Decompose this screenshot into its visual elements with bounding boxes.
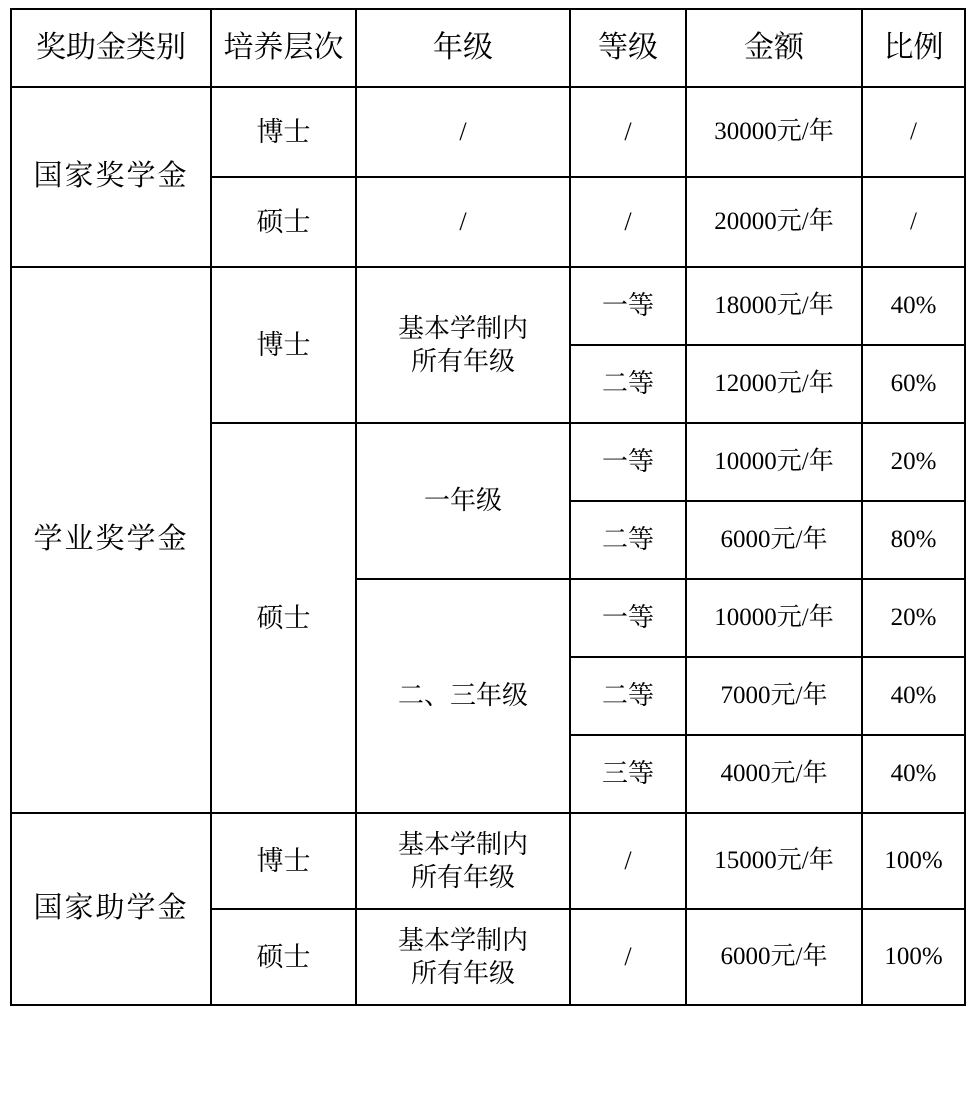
cell-grade-all-years — [356, 813, 570, 909]
cell-amount: 10000元/年 — [686, 579, 862, 657]
cell-category-academic-scholarship: 学业奖学金 — [11, 267, 211, 813]
scholarship-table — [10, 8, 966, 1006]
grade-line-2: 所有年级 — [410, 863, 515, 892]
cell-rank-slash: / — [570, 177, 686, 267]
grade-line-2: 所有年级 — [410, 347, 515, 376]
cell-grade-first-year: 一年级 — [356, 423, 570, 579]
column-header-category: 奖助金类别 — [11, 9, 211, 87]
cell-amount: 6000元/年 — [686, 501, 862, 579]
cell-grade-all-years — [356, 909, 570, 1005]
table-header — [11, 9, 965, 87]
table-row — [11, 267, 965, 345]
cell-rank-second: 二等 — [570, 657, 686, 735]
column-header-rank: 等级 — [570, 9, 686, 87]
cell-level-master: 硕士 — [211, 909, 356, 1005]
cell-ratio: 40% — [862, 735, 965, 813]
cell-amount: 7000元/年 — [686, 657, 862, 735]
column-header-ratio: 比例 — [862, 9, 965, 87]
cell-ratio: 20% — [862, 579, 965, 657]
column-header-level: 培养层次 — [211, 9, 356, 87]
cell-amount: 20000元/年 — [686, 177, 862, 267]
cell-level-doctor: 博士 — [211, 87, 356, 177]
grade-line-2: 所有年级 — [410, 959, 515, 988]
cell-rank-slash: / — [570, 87, 686, 177]
cell-ratio: 40% — [862, 267, 965, 345]
cell-rank-second: 二等 — [570, 345, 686, 423]
cell-ratio: 80% — [862, 501, 965, 579]
cell-rank-slash: / — [570, 909, 686, 1005]
cell-rank-first: 一等 — [570, 579, 686, 657]
cell-rank-second: 二等 — [570, 501, 686, 579]
column-header-grade: 年级 — [356, 9, 570, 87]
cell-rank-slash: / — [570, 813, 686, 909]
cell-amount: 6000元/年 — [686, 909, 862, 1005]
cell-ratio: / — [862, 87, 965, 177]
cell-amount: 10000元/年 — [686, 423, 862, 501]
cell-rank-third: 三等 — [570, 735, 686, 813]
cell-level-doctor: 博士 — [211, 267, 356, 423]
grade-line-1: 基本学制内 — [397, 829, 528, 859]
grade-line-1: 基本学制内 — [397, 925, 528, 955]
cell-ratio: 40% — [862, 657, 965, 735]
cell-category-national-scholarship: 国家奖学金 — [11, 87, 211, 267]
table-body — [11, 87, 965, 1005]
table-row — [11, 813, 965, 909]
table-header-row — [11, 9, 965, 87]
cell-rank-first: 一等 — [570, 267, 686, 345]
cell-level-doctor: 博士 — [211, 813, 356, 909]
cell-ratio: 20% — [862, 423, 965, 501]
cell-ratio: 100% — [862, 813, 965, 909]
cell-grade-all-years — [356, 267, 570, 423]
cell-category-national-grant: 国家助学金 — [11, 813, 211, 1005]
cell-grade-slash: / — [356, 177, 570, 267]
cell-amount: 30000元/年 — [686, 87, 862, 177]
column-header-amount: 金额 — [686, 9, 862, 87]
cell-level-master: 硕士 — [211, 423, 356, 813]
cell-ratio: 100% — [862, 909, 965, 1005]
cell-ratio: / — [862, 177, 965, 267]
cell-amount: 18000元/年 — [686, 267, 862, 345]
cell-rank-first: 一等 — [570, 423, 686, 501]
cell-amount: 15000元/年 — [686, 813, 862, 909]
cell-amount: 4000元/年 — [686, 735, 862, 813]
cell-grade-slash: / — [356, 87, 570, 177]
cell-level-master: 硕士 — [211, 177, 356, 267]
cell-grade-second-third-year: 二、三年级 — [356, 579, 570, 813]
document-page — [0, 8, 974, 1102]
cell-amount: 12000元/年 — [686, 345, 862, 423]
cell-ratio: 60% — [862, 345, 965, 423]
table-row — [11, 87, 965, 177]
grade-line-1: 基本学制内 — [397, 313, 528, 343]
